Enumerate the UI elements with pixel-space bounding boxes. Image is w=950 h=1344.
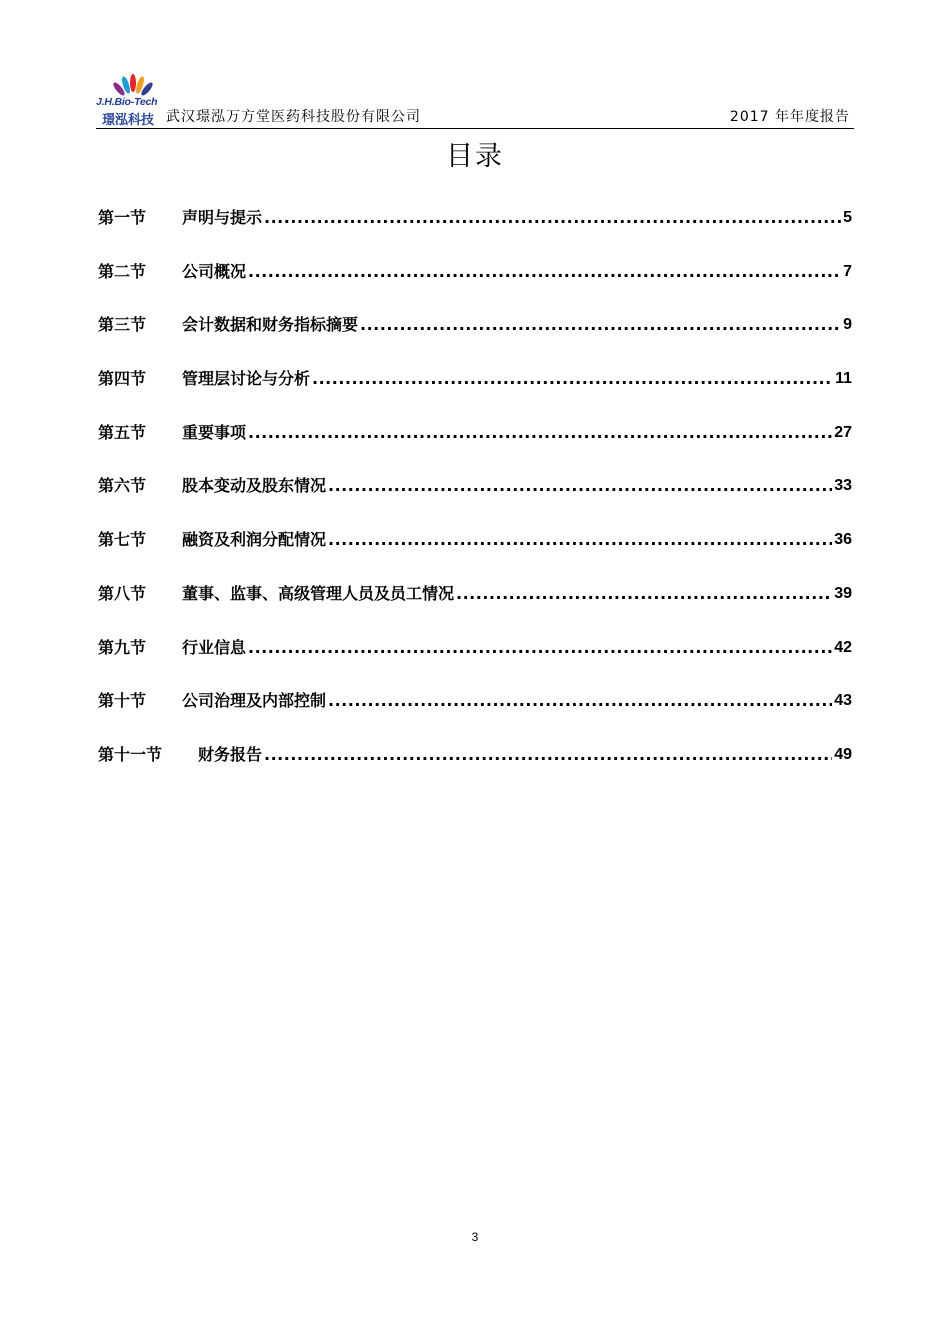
toc-section-name: 股本变动及股东情况	[182, 476, 327, 496]
toc-dot-leader	[312, 367, 833, 391]
toc-section-name: 声明与提示	[182, 208, 263, 227]
toc-section-number: 第二节	[98, 261, 147, 281]
toc-section-number: 第三节	[98, 315, 147, 335]
toc-page-number: 43	[834, 692, 852, 710]
toc-section-number: 第一节	[98, 208, 147, 227]
toc-section-name: 重要事项	[182, 422, 247, 442]
toc-section-name: 公司概况	[182, 261, 247, 281]
toc-dot-leader	[248, 421, 832, 445]
toc-section-name: 公司治理及内部控制	[182, 691, 327, 711]
toc-section-name: 管理层讨论与分析	[182, 369, 311, 389]
report-name: 2017 年年度报告	[729, 109, 850, 125]
toc-entry[interactable]	[98, 474, 852, 528]
toc-section-number: 第十一节	[98, 744, 163, 764]
toc-page-number: 7	[843, 262, 852, 280]
toc-page-number: 36	[834, 531, 852, 549]
toc-section-name: 财务报告	[198, 744, 263, 764]
toc-entry[interactable]	[98, 689, 852, 743]
toc-entry[interactable]	[98, 528, 852, 582]
table-of-contents	[98, 206, 852, 797]
company-name: 武汉璟泓万方堂医药科技股份有限公司	[166, 109, 421, 125]
toc-dot-leader	[264, 743, 832, 767]
toc-section-number: 第十节	[98, 691, 147, 711]
toc-page-number: 33	[834, 477, 852, 495]
toc-section-name: 行业信息	[182, 637, 247, 657]
toc-entry[interactable]	[98, 421, 852, 475]
toc-dot-leader	[328, 474, 832, 498]
page-number: 3	[471, 1230, 479, 1244]
toc-dot-leader	[328, 528, 832, 552]
toc-entry[interactable]	[98, 367, 852, 421]
toc-page-number: 42	[834, 638, 852, 656]
toc-section-number: 第七节	[98, 530, 147, 550]
toc-title: 目录	[446, 141, 504, 172]
toc-dot-leader	[360, 313, 841, 337]
toc-section-number: 第六节	[98, 476, 147, 496]
toc-page-number: 5	[843, 209, 852, 226]
company-logo	[96, 72, 166, 128]
toc-section-number: 第八节	[98, 583, 147, 603]
toc-dot-leader	[248, 636, 832, 660]
toc-dot-leader	[248, 260, 841, 284]
toc-dot-leader	[456, 582, 832, 606]
toc-dot-leader	[328, 689, 832, 713]
toc-page-number: 9	[843, 316, 852, 334]
logo-flower-icon	[110, 72, 154, 98]
toc-entry[interactable]	[98, 636, 852, 690]
toc-entry[interactable]	[98, 582, 852, 636]
toc-section-number: 第九节	[98, 637, 147, 657]
toc-page-number: 11	[835, 370, 852, 388]
logo-chinese-text: 璟泓科技	[102, 113, 155, 128]
toc-dot-leader	[264, 206, 841, 230]
toc-entry[interactable]	[98, 743, 852, 797]
toc-entry[interactable]	[98, 260, 852, 314]
page-header	[96, 66, 854, 129]
logo-english-text: J.H.Bio-Tech	[96, 96, 158, 108]
toc-page-number: 49	[834, 745, 852, 763]
toc-section-name: 董事、监事、高级管理人员及员工情况	[182, 583, 455, 603]
toc-entry[interactable]	[98, 313, 852, 367]
toc-section-name: 融资及利润分配情况	[182, 530, 327, 550]
toc-section-name: 会计数据和财务指标摘要	[182, 315, 359, 335]
toc-page-number: 39	[834, 584, 852, 602]
toc-section-number: 第五节	[98, 422, 147, 442]
toc-page-number: 27	[834, 423, 852, 441]
toc-section-number: 第四节	[98, 369, 147, 389]
toc-entry[interactable]	[98, 206, 852, 260]
